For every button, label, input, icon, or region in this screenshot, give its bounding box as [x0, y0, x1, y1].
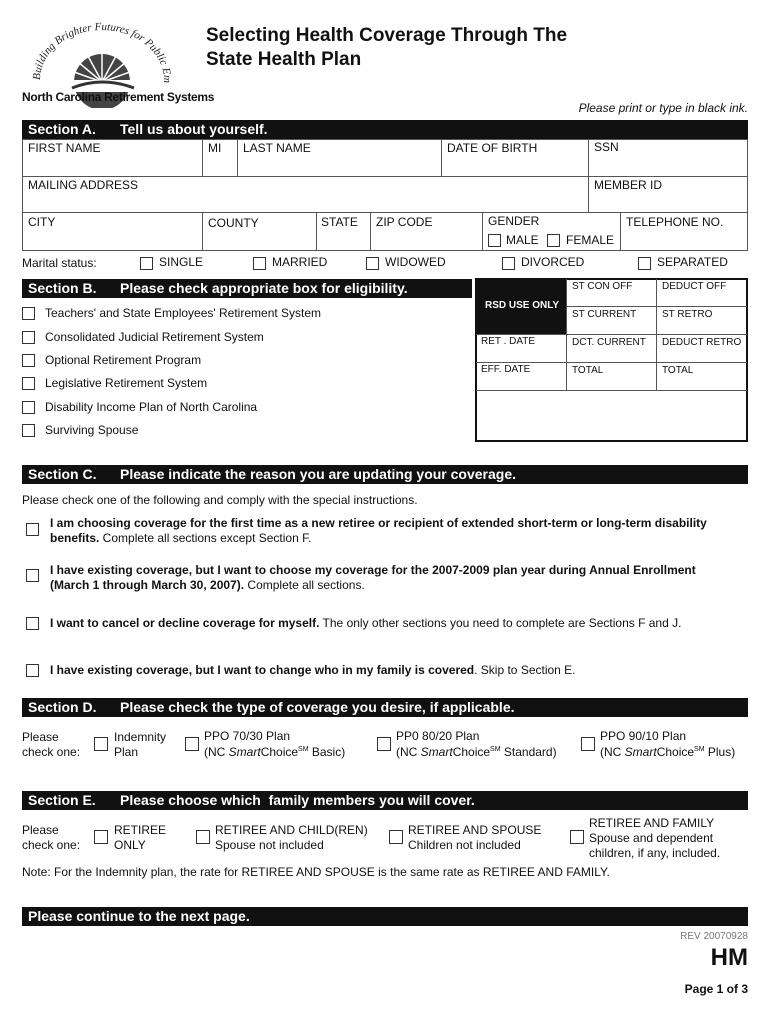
section-e-title: Please choose which family members you will cover.: [120, 792, 475, 808]
ppo-8020-line1: PP0 80/20 Plan: [396, 729, 480, 743]
ink-note: Please print or type in black ink.: [578, 101, 748, 115]
cancel-coverage-checkbox[interactable]: [26, 617, 39, 630]
indemnity-note: Note: For the Indemnity plan, the rate for RETIREE AND SPOUSE is the same rate as RETIREE AND FAMILY.: [22, 865, 610, 879]
section-e-header: [22, 791, 748, 810]
tsers-label: Teachers' and State Employees' Retirement System: [45, 306, 322, 320]
separated-label: SEPARATED: [657, 255, 728, 269]
retiree-only-line1: RETIREE: [114, 823, 167, 837]
widowed-checkbox[interactable]: [366, 257, 379, 270]
section-b-header: [22, 279, 472, 298]
e-please: Please: [22, 823, 59, 837]
cjrs-checkbox[interactable]: [22, 331, 35, 344]
ppo-7030-line2: [204, 745, 345, 759]
retiree-child-line1: RETIREE AND CHILD(REN): [215, 823, 368, 837]
female-label: FEMALE: [566, 233, 615, 247]
form-code: HM: [710, 944, 748, 971]
section-b-label: Section B.: [28, 280, 97, 296]
divorced-checkbox[interactable]: [502, 257, 515, 270]
section-c-label: Section C.: [28, 466, 97, 482]
page-title-line2: State Health Plan: [206, 49, 362, 70]
annual-enrollment-checkbox[interactable]: [26, 569, 39, 582]
ppo-9010-line2: [600, 745, 735, 759]
ppo-7030-basic: Basic): [308, 745, 346, 759]
change-family-checkbox[interactable]: [26, 664, 39, 677]
continue-banner: Please continue to the next page.: [22, 907, 748, 926]
st-retro: ST RETRO: [662, 309, 713, 320]
ppo-7030-sm: SM: [298, 746, 309, 753]
dob-field[interactable]: DATE OF BIRTH: [447, 141, 538, 155]
dct-current: DCT. CURRENT: [572, 337, 646, 348]
annual-enrollment-bold-a: I have existing coverage, but I want to choose my coverage for the 2007-2009 plan year during Annual Enrollment: [50, 563, 696, 577]
ppo-7030-choice: Choice: [260, 745, 299, 759]
lrs-checkbox[interactable]: [22, 377, 35, 390]
indemnity-checkbox[interactable]: [94, 737, 108, 751]
ret-date: RET . DATE: [481, 336, 536, 347]
ppo-9010-choice: Choice: [656, 745, 695, 759]
city-field[interactable]: CITY: [28, 215, 56, 229]
ppo-8020-line2: [396, 745, 557, 759]
surviving-spouse-label: Surviving Spouse: [45, 423, 139, 437]
separated-checkbox[interactable]: [638, 257, 651, 270]
ppo-8020-sm: SM: [490, 746, 501, 753]
section-a-label: Section A.: [28, 121, 96, 137]
section-a-grid: [22, 139, 748, 251]
org-name: North Carolina Retirement Systems: [22, 90, 215, 104]
retiree-spouse-line2: Children not included: [408, 838, 521, 852]
d-please: Please: [22, 730, 59, 744]
retiree-spouse-checkbox[interactable]: [389, 830, 403, 844]
total-1: TOTAL: [572, 365, 604, 376]
member-id-field[interactable]: MEMBER ID: [594, 178, 663, 192]
st-current: ST CURRENT: [572, 309, 637, 320]
ppo-9010-line1: PPO 90/10 Plan: [600, 729, 687, 743]
male-label: MALE: [506, 233, 539, 247]
cancel-coverage-bold: I want to cancel or decline coverage for myself.: [50, 616, 320, 630]
section-c-title: Please indicate the reason you are updating your coverage.: [120, 466, 517, 482]
deduct-retro: DEDUCT RETRO: [662, 337, 742, 348]
single-label: SINGLE: [159, 255, 204, 269]
zip-field[interactable]: ZIP CODE: [376, 215, 433, 229]
first-time-line2: [50, 531, 311, 545]
section-d-header: [22, 698, 748, 717]
revision-code: REV 20070928: [680, 931, 748, 942]
last-name-field[interactable]: LAST NAME: [243, 141, 311, 155]
total-2: TOTAL: [662, 365, 694, 376]
cancel-coverage-line: [50, 616, 681, 630]
d-check-one: check one:: [22, 745, 81, 759]
retiree-spouse-line1: RETIREE AND SPOUSE: [408, 823, 542, 837]
annual-enrollment-line1: [50, 563, 696, 577]
retiree-child-line2: Spouse not included: [215, 838, 324, 852]
ppo-8020-choice: Choice: [452, 745, 491, 759]
ppo-7030-nc: (NC: [204, 745, 229, 759]
ppo-7030-checkbox[interactable]: [185, 737, 199, 751]
lrs-label: Legislative Retirement System: [45, 376, 208, 390]
retiree-family-line2: Spouse and dependent: [589, 831, 714, 845]
section-a-header: [22, 120, 748, 139]
first-time-checkbox[interactable]: [26, 523, 39, 536]
change-family-rest: . Skip to Section E.: [474, 663, 576, 677]
indemnity-line2: Plan: [114, 745, 139, 759]
cancel-coverage-rest: The only other sections you need to complete are Sections F and J.: [319, 616, 682, 630]
mi-field[interactable]: MI: [208, 141, 222, 155]
retiree-family-line1: RETIREE AND FAMILY: [589, 816, 715, 830]
first-time-rest: Complete all sections except Section F.: [99, 531, 312, 545]
retiree-child-checkbox[interactable]: [196, 830, 210, 844]
eff-date: EFF. DATE: [481, 364, 531, 375]
st-con-off: ST CON OFF: [572, 281, 633, 292]
page-number: Page 1 of 3: [684, 982, 748, 996]
married-label: MARRIED: [272, 255, 328, 269]
retiree-only-checkbox[interactable]: [94, 830, 108, 844]
female-checkbox[interactable]: [547, 234, 560, 247]
e-check-one: check one:: [22, 838, 81, 852]
first-time-bold-b: benefits.: [50, 531, 100, 545]
ppo-9010-smart: Smart: [624, 745, 657, 759]
divorced-label: DIVORCED: [521, 255, 585, 269]
ppo-8020-nc: (NC: [396, 745, 421, 759]
section-e-label: Section E.: [28, 792, 96, 808]
disability-label: Disability Income Plan of North Carolina: [45, 400, 258, 414]
ppo-9010-checkbox[interactable]: [581, 737, 595, 751]
ppo-8020-standard: Standard): [500, 745, 557, 759]
ssn-field[interactable]: SSN: [594, 140, 619, 154]
retiree-family-checkbox[interactable]: [570, 830, 584, 844]
mailing-address-field[interactable]: MAILING ADDRESS: [28, 178, 139, 192]
annual-enrollment-line2: [50, 578, 365, 592]
orp-checkbox[interactable]: [22, 354, 35, 367]
tsers-checkbox[interactable]: [22, 307, 35, 320]
retiree-family-line3: children, if any, included.: [589, 846, 721, 860]
surviving-spouse-checkbox[interactable]: [22, 424, 35, 437]
logo-arc-text: Building Brighter Futures for Public Em: [30, 20, 174, 84]
indemnity-line1: Indemnity: [114, 730, 167, 744]
deduct-off: DEDUCT OFF: [662, 281, 727, 292]
marital-status-label: Marital status:: [22, 256, 97, 270]
single-checkbox[interactable]: [140, 257, 153, 270]
gender-label: GENDER: [488, 214, 540, 228]
ppo-9010-nc: (NC: [600, 745, 625, 759]
first-time-line1: [50, 516, 707, 530]
state-field[interactable]: STATE: [321, 215, 358, 229]
widowed-label: WIDOWED: [385, 255, 446, 269]
section-b-title: Please check appropriate box for eligibility.: [120, 280, 408, 296]
cjrs-label: Consolidated Judicial Retirement System: [45, 330, 264, 344]
first-name-field[interactable]: FIRST NAME: [28, 141, 101, 155]
orp-label: Optional Retirement Program: [45, 353, 202, 367]
ppo-9010-sm: SM: [694, 746, 705, 753]
retiree-only-line2: ONLY: [114, 838, 146, 852]
rsd-use-only-label: RSD USE ONLY: [485, 300, 560, 311]
ppo-9010-plus: Plus): [704, 745, 736, 759]
change-family-line: [50, 663, 576, 677]
ppo-7030-line1: PPO 70/30 Plan: [204, 729, 291, 743]
annual-enrollment-bold-b: (March 1 through March 30, 2007).: [50, 578, 245, 592]
page-title-line1: Selecting Health Coverage Through The: [206, 25, 568, 46]
section-d-label: Section D.: [28, 699, 97, 715]
ppo-8020-smart: Smart: [420, 745, 453, 759]
county-field[interactable]: COUNTY: [208, 216, 259, 230]
annual-enrollment-rest: Complete all sections.: [244, 578, 365, 592]
ppo-7030-smart: Smart: [228, 745, 261, 759]
first-time-bold-a: I am choosing coverage for the first time as a new retiree or recipient of extended short-term or long-term disability: [50, 516, 707, 530]
section-c-header: [22, 465, 748, 484]
married-checkbox[interactable]: [253, 257, 266, 270]
section-a-title: Tell us about yourself.: [120, 121, 268, 137]
disability-checkbox[interactable]: [22, 401, 35, 414]
change-family-bold: I have existing coverage, but I want to change who in my family is covered: [50, 663, 475, 677]
telephone-field[interactable]: TELEPHONE NO.: [626, 215, 724, 229]
section-d-title: Please check the type of coverage you desire, if applicable.: [120, 699, 515, 715]
ppo-8020-checkbox[interactable]: [377, 737, 391, 751]
male-checkbox[interactable]: [488, 234, 501, 247]
section-c-intro: Please check one of the following and comply with the special instructions.: [22, 493, 418, 507]
